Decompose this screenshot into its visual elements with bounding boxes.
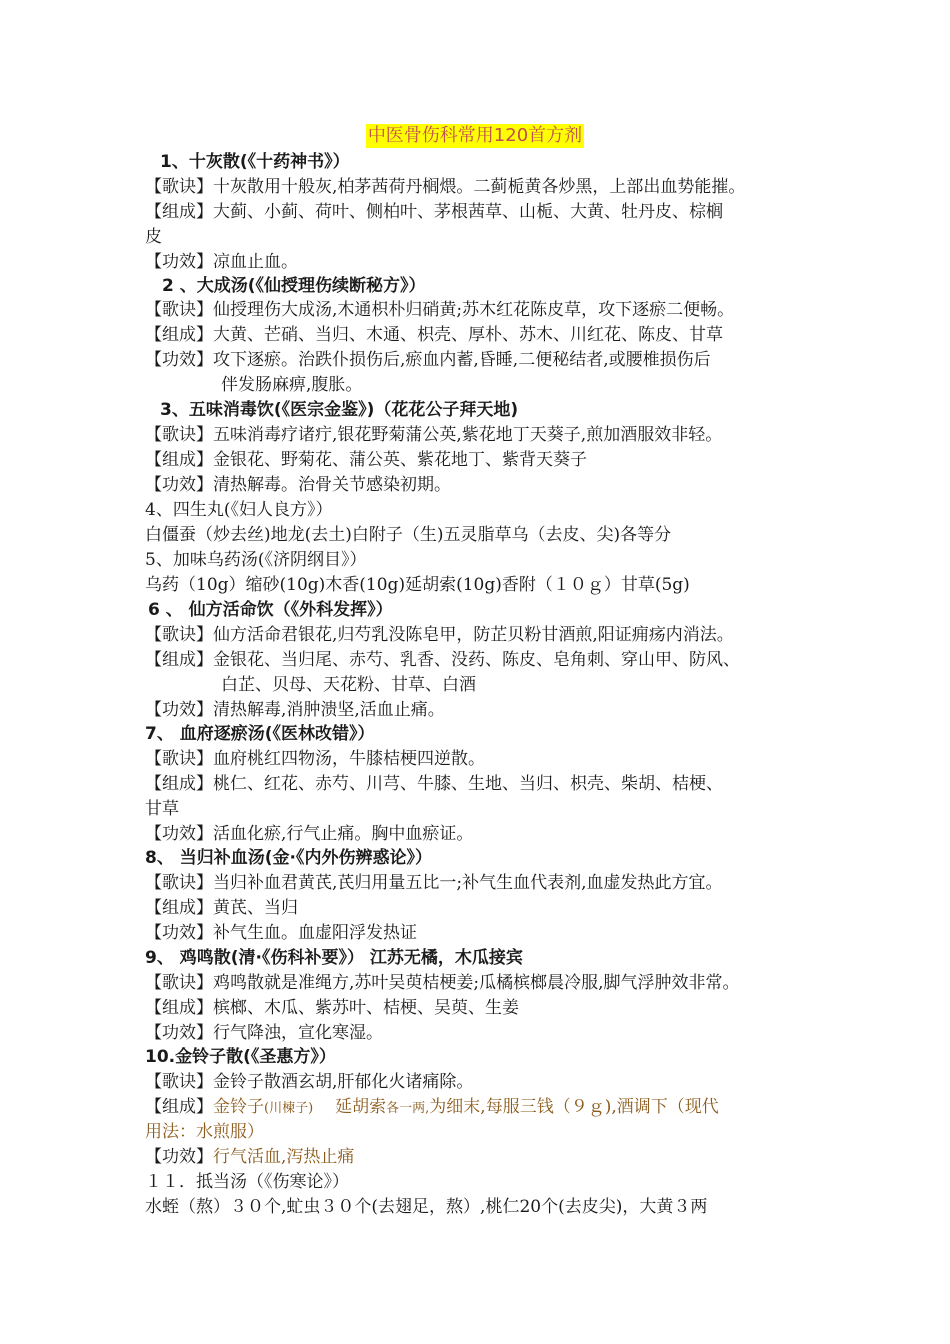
heading-5: 5、加味乌药汤(《济阴纲目》） [145,550,367,570]
effect-2-cont: 伴发肠麻痹,腹胀。 [221,375,363,395]
composition-10-usage: 为细末,每服三钱（９ｇ),酒调下（现代 [429,1097,719,1117]
heading-9: 9、 鸡鸣散(清·《伤科补要》） 江苏无橘，木瓜接宾 [145,948,523,968]
composition-5: 乌药（10g）缩砂(10g)木香(10g)延胡索(10g)香附（１０ｇ）甘草(5g) [145,575,690,595]
effect-7: 【功效】活血化瘀,行气止痛。胸中血瘀证。 [145,824,474,844]
verse-10: 【歌诀】金铃子散酒玄胡,肝郁化火诸痛除。 [145,1072,474,1092]
composition-10-dose: 各一两, [386,1101,430,1116]
effect-6: 【功效】清热解毒,消肿溃坚,活血止痛。 [145,700,445,720]
composition-10 [145,1095,825,1121]
effect-10-label: 【功效】 [145,1147,213,1167]
composition-3: 【组成】金银花、野菊花、蒲公英、紫花地丁、紫背天葵子 [145,450,587,470]
heading-2: 2 、大成汤(《仙授理伤续断秘方》） [162,276,426,296]
effect-2: 【功效】攻下逐瘀。治跌仆损伤后,瘀血内蓄,昏睡,二便秘结者,或腰椎损伤后 [145,350,711,370]
composition-10-herb-1-note: (川楝子) [264,1101,314,1116]
composition-6: 【组成】金银花、当归尾、赤芍、乳香、没药、陈皮、皂角刺、穿山甲、防风、 [145,650,740,670]
composition-7: 【组成】桃仁、红花、赤芍、川芎、牛膝、生地、当归、枳壳、柴胡、桔梗、 [145,774,723,794]
heading-3: 3、五味消毒饮(《医宗金鉴》)（花花公子拜天地) [160,400,519,420]
composition-10-herb-2: 延胡索 [335,1097,387,1117]
composition-2: 【组成】大黄、芒硝、当归、木通、枳壳、厚朴、苏木、川红花、陈皮、甘草 [145,325,723,345]
heading-1: 1、十灰散(《十药神书》） [160,152,350,172]
heading-8: 8、 当归补血汤(金·《内外伤辨惑论》） [145,848,432,868]
composition-10-label: 【组成】 [145,1097,213,1117]
effect-10-text: 行气活血,泻热止痛 [213,1147,355,1167]
verse-3: 【歌诀】五味消毒疗诸疔,银花野菊蒲公英,紫花地丁天葵子,煎加酒服效非轻。 [145,425,723,445]
verse-6: 【歌诀】仙方活命君银花,归芍乳没陈皂甲，防芷贝粉甘酒煎,阳证痈疡内消法。 [145,625,734,645]
composition-8: 【组成】黄芪、当归 [145,898,298,918]
verse-7: 【歌诀】血府桃红四物汤，牛膝桔梗四逆散。 [145,749,485,769]
verse-2: 【歌诀】仙授理伤大成汤,木通枳朴归硝黄;苏木红花陈皮草，攻下逐瘀二便畅。 [145,300,735,320]
verse-8: 【歌诀】当归补血君黄芪,芪归用量五比一;补气生血代表剂,血虚发热此方宜。 [145,873,723,893]
composition-1: 【组成】大蓟、小蓟、荷叶、侧柏叶、茅根茜草、山栀、大黄、牡丹皮、棕榈 [145,202,723,222]
composition-1-cont: 皮 [145,227,162,247]
composition-10-herb-1: 金铃子 [213,1097,264,1117]
effect-8: 【功效】补气生血。血虚阳浮发热证 [145,923,417,943]
heading-10: 10.金铃子散(《圣惠方》） [145,1047,336,1067]
composition-4: 白僵蚕（炒去丝)地龙(去土)白附子（生)五灵脂草乌（去皮、尖)各等分 [145,525,672,545]
verse-9: 【歌诀】鸡鸣散就是准绳方,苏叶吴萸桔梗姜;瓜橘槟榔晨冷服,脚气浮肿效非常。 [145,973,740,993]
verse-1: 【歌诀】十灰散用十般灰,柏茅茜荷丹榈煨。二蓟栀黄各炒黑，上部出血势能摧。 [145,177,746,197]
composition-7-cont: 甘草 [145,799,179,819]
effect-10 [145,1145,825,1169]
heading-7: 7、 血府逐瘀汤(《医林改错》） [145,724,375,744]
heading-11: １１．抵当汤（《伤寒论》） [145,1172,349,1192]
effect-1: 【功效】凉血止血。 [145,252,298,272]
composition-6-cont: 白芷、贝母、天花粉、甘草、白酒 [221,675,476,695]
composition-9: 【组成】槟榔、木瓜、紫苏叶、桔梗、吴萸、生姜 [145,998,519,1018]
composition-10-cont: 用法：水煎服） [145,1122,264,1142]
effect-3: 【功效】清热解毒。治骨关节感染初期。 [145,475,451,495]
heading-6: 6 、 仙方活命饮（《外科发挥》） [148,600,393,620]
effect-9: 【功效】行气降浊，宣化寒湿。 [145,1023,383,1043]
heading-4: 4、四生丸(《妇人良方》） [145,500,333,520]
title-wrap [0,124,950,148]
composition-11: 水蛭（熬）３０个,虻虫３０个(去翅足，熬）,桃仁20个(去皮尖)，大黄３两 [145,1197,708,1217]
page-title: 中医骨伤科常用120首方剂 [367,125,583,146]
